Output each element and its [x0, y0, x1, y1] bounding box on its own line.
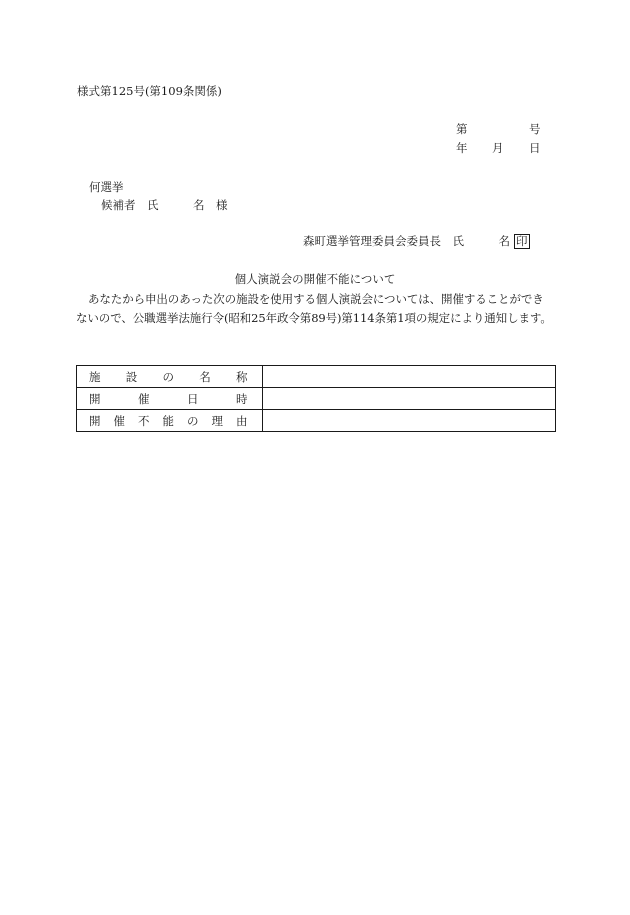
document-body: あなたから申出のあった次の施設を使用する個人演説会については、開催することができないので、公職選挙法施行令(昭和25年政令第89号)第114条第1項の規定により通知します。: [76, 292, 552, 325]
row-label-text: [77, 391, 262, 407]
row-label-char: 施: [89, 369, 101, 384]
row-label-char: 設: [125, 369, 138, 384]
row-label-char: 日: [187, 391, 199, 406]
addressee-candidate: 候補者 氏 名 様: [101, 198, 228, 212]
document-number-suffix: 号: [529, 122, 541, 136]
row-label-text: [77, 369, 262, 385]
row-label-char: 催: [138, 391, 150, 406]
form-number: 様式第125号(第109条関係): [77, 84, 222, 98]
row-label-char: 時: [236, 391, 248, 406]
row-label-char: 催: [113, 413, 125, 428]
table-row: [77, 388, 556, 410]
date-month-label: 月: [492, 141, 504, 155]
document-number-line: [456, 122, 541, 137]
row-value: [262, 410, 556, 432]
row-value: [262, 388, 556, 410]
row-label-char: 開: [89, 413, 101, 428]
date-day-label: 日: [529, 141, 541, 155]
row-label-char: 不: [138, 413, 150, 428]
row-label: [77, 410, 263, 432]
row-label-text: [77, 413, 262, 429]
row-label-char: 由: [236, 413, 248, 428]
document-title: 個人演説会の開催不能について: [234, 272, 396, 286]
sender-line: [303, 234, 530, 249]
sender-title: 森町選挙管理委員会委員長 氏 名: [303, 234, 510, 248]
seal-mark: 印: [516, 234, 528, 248]
row-label-char: の: [162, 369, 174, 384]
document-number-prefix: 第: [456, 122, 468, 136]
row-value: [262, 366, 556, 388]
date-line: [456, 141, 541, 156]
table-row: [77, 410, 556, 432]
info-table: [76, 365, 556, 432]
row-label-char: の: [187, 413, 199, 428]
row-label: [77, 388, 263, 410]
date-year-label: 年: [456, 141, 468, 155]
row-label-char: 称: [236, 369, 248, 384]
table-row: [77, 366, 556, 388]
row-label-char: 名: [199, 369, 211, 384]
row-label: [77, 366, 263, 388]
row-label-char: 理: [211, 413, 223, 428]
row-label-char: 開: [89, 391, 101, 406]
addressee-election: 何選挙: [89, 180, 124, 194]
row-label-char: 能: [162, 413, 174, 428]
